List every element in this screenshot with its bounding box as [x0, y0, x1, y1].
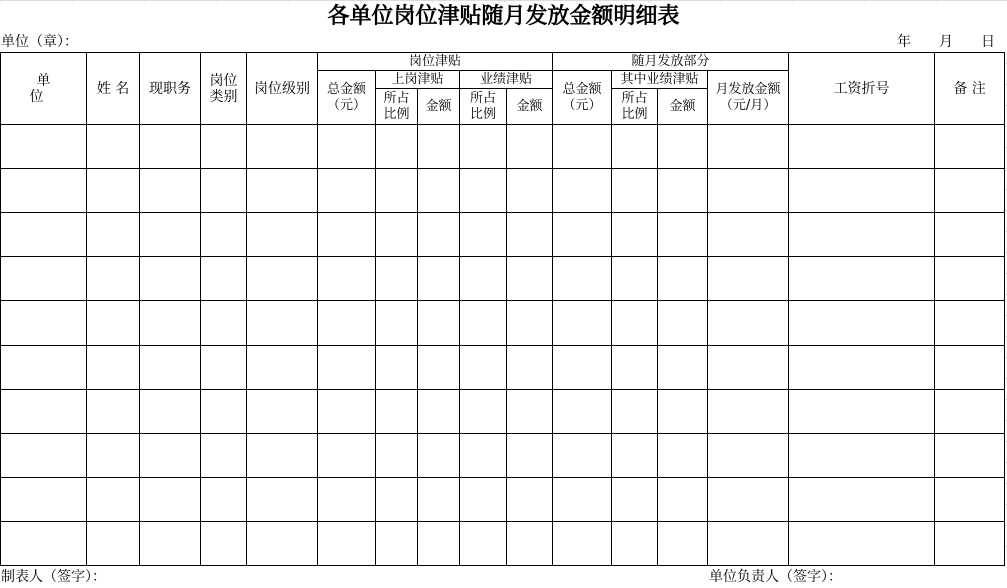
- table-cell[interactable]: [460, 521, 507, 565]
- table-cell[interactable]: [201, 213, 247, 257]
- monthly-total-line1: 总金额: [562, 81, 602, 97]
- header-monthly-part: 随月发放部分: [553, 53, 789, 71]
- header-current-post: 现职务: [140, 53, 201, 125]
- table-cell[interactable]: [418, 477, 460, 521]
- table-cell[interactable]: [507, 521, 553, 565]
- table-cell[interactable]: [376, 389, 418, 433]
- table-cell[interactable]: [376, 345, 418, 389]
- table-cell[interactable]: [460, 433, 507, 477]
- table-cell[interactable]: [140, 125, 201, 169]
- table-cell[interactable]: [247, 433, 318, 477]
- table-cell[interactable]: [418, 301, 460, 345]
- footer: [0, 566, 1007, 588]
- unit-stamp-label: 单位（章）：: [1, 34, 78, 50]
- unit-line: [0, 32, 1007, 52]
- table-cell[interactable]: [318, 125, 376, 169]
- post-type-line1: 岗位: [209, 72, 238, 89]
- table-cell[interactable]: [612, 477, 658, 521]
- table-cell[interactable]: [553, 521, 612, 565]
- table-cell[interactable]: [247, 389, 318, 433]
- header-post-allowance: 岗位津贴: [318, 53, 553, 71]
- table-row: [1, 477, 1005, 521]
- table-cell[interactable]: [201, 345, 247, 389]
- table-cell[interactable]: [247, 257, 318, 301]
- table-cell[interactable]: [612, 389, 658, 433]
- table-cell[interactable]: [789, 521, 935, 565]
- table-cell[interactable]: [1, 389, 87, 433]
- total-amount-line2: （元）: [326, 97, 366, 113]
- table-cell[interactable]: [708, 213, 789, 257]
- table-row: [1, 433, 1005, 477]
- table-cell[interactable]: [140, 521, 201, 565]
- table-cell[interactable]: [87, 257, 140, 301]
- table-cell[interactable]: [1, 301, 87, 345]
- table-cell[interactable]: [1, 345, 87, 389]
- table-cell[interactable]: [247, 213, 318, 257]
- table-cell[interactable]: [460, 169, 507, 213]
- table-cell[interactable]: [507, 169, 553, 213]
- table-cell[interactable]: [418, 433, 460, 477]
- table-cell[interactable]: [935, 521, 1005, 565]
- table-cell[interactable]: [87, 213, 140, 257]
- table-cell[interactable]: [708, 169, 789, 213]
- table-cell[interactable]: [553, 301, 612, 345]
- table-cell[interactable]: [789, 389, 935, 433]
- table-cell[interactable]: [935, 477, 1005, 521]
- table-cell[interactable]: [318, 169, 376, 213]
- table-cell[interactable]: [507, 213, 553, 257]
- table-cell[interactable]: [140, 433, 201, 477]
- table-cell[interactable]: [553, 169, 612, 213]
- table-cell[interactable]: [612, 301, 658, 345]
- header-performance-allowance: 业绩津贴: [460, 71, 553, 89]
- table-cell[interactable]: [376, 257, 418, 301]
- table-cell[interactable]: [140, 213, 201, 257]
- table-cell[interactable]: [658, 433, 708, 477]
- table-cell[interactable]: [247, 477, 318, 521]
- table-cell[interactable]: [460, 301, 507, 345]
- ratio-line1: 所占: [621, 90, 648, 106]
- table-cell[interactable]: [318, 345, 376, 389]
- table-cell[interactable]: [87, 433, 140, 477]
- table-cell[interactable]: [247, 301, 318, 345]
- table-cell[interactable]: [553, 433, 612, 477]
- table-cell[interactable]: [87, 389, 140, 433]
- table-cell[interactable]: [789, 301, 935, 345]
- table-cell[interactable]: [201, 521, 247, 565]
- table-cell[interactable]: [1, 433, 87, 477]
- table-cell[interactable]: [247, 125, 318, 169]
- header-name: 姓 名: [87, 53, 140, 125]
- table-cell[interactable]: [376, 169, 418, 213]
- table-cell[interactable]: [140, 345, 201, 389]
- table-cell[interactable]: [708, 257, 789, 301]
- table-cell[interactable]: [460, 213, 507, 257]
- table-cell[interactable]: [87, 345, 140, 389]
- table-cell[interactable]: [87, 301, 140, 345]
- table-cell[interactable]: [507, 301, 553, 345]
- monthly-amount-line2: （元/月）: [719, 97, 777, 113]
- table-cell[interactable]: [140, 169, 201, 213]
- table-cell[interactable]: [460, 477, 507, 521]
- table-cell[interactable]: [708, 477, 789, 521]
- header-of-which-performance: 其中业绩津贴: [612, 71, 708, 89]
- table-cell[interactable]: [376, 521, 418, 565]
- header-onduty-allowance: 上岗津贴: [376, 71, 460, 89]
- table-cell[interactable]: [708, 125, 789, 169]
- table-cell[interactable]: [658, 125, 708, 169]
- table-cell[interactable]: [140, 389, 201, 433]
- table-cell[interactable]: [247, 521, 318, 565]
- day-label: 日: [981, 34, 995, 50]
- table-cell[interactable]: [708, 433, 789, 477]
- ratio-line2: 比例: [383, 106, 410, 122]
- detail-table: [0, 52, 1005, 566]
- table-row: [1, 257, 1005, 301]
- table-cell[interactable]: [376, 125, 418, 169]
- header-post-level: 岗位级别: [247, 53, 318, 125]
- table-cell[interactable]: [658, 213, 708, 257]
- table-cell[interactable]: [612, 169, 658, 213]
- table-cell[interactable]: [1, 125, 87, 169]
- table-cell[interactable]: [376, 477, 418, 521]
- table-cell[interactable]: [1, 213, 87, 257]
- table-cell[interactable]: [376, 213, 418, 257]
- table-cell[interactable]: [612, 521, 658, 565]
- table-cell[interactable]: [708, 301, 789, 345]
- year-label: 年: [897, 34, 911, 50]
- table-cell[interactable]: [789, 433, 935, 477]
- table-cell[interactable]: [658, 389, 708, 433]
- table-cell[interactable]: [140, 301, 201, 345]
- table-cell[interactable]: [201, 301, 247, 345]
- header-remarks: 备 注: [935, 53, 1005, 125]
- table-cell[interactable]: [507, 477, 553, 521]
- table-cell[interactable]: [789, 477, 935, 521]
- table-row: [1, 521, 1005, 565]
- table-cell[interactable]: [87, 125, 140, 169]
- table-cell[interactable]: [201, 257, 247, 301]
- table-cell[interactable]: [935, 301, 1005, 345]
- table-row: [1, 345, 1005, 389]
- table-cell[interactable]: [935, 125, 1005, 169]
- table-cell[interactable]: [708, 345, 789, 389]
- table-cell[interactable]: [418, 389, 460, 433]
- table-cell[interactable]: [201, 125, 247, 169]
- header-unit: 单 位: [1, 53, 87, 125]
- table-cell[interactable]: [507, 345, 553, 389]
- data-rows: [1, 125, 1005, 566]
- date-field: [897, 32, 1007, 52]
- header-performance-ratio: [460, 89, 507, 125]
- table-row: [1, 169, 1005, 213]
- header-post-type: [201, 53, 247, 125]
- table-cell[interactable]: [935, 345, 1005, 389]
- table-cell[interactable]: [507, 389, 553, 433]
- table-cell[interactable]: [201, 477, 247, 521]
- table-cell[interactable]: [318, 433, 376, 477]
- table-cell[interactable]: [318, 257, 376, 301]
- table-cell[interactable]: [935, 389, 1005, 433]
- table-cell[interactable]: [318, 213, 376, 257]
- post-type-line2: 类别: [209, 88, 238, 105]
- ratio-line1: 所占: [383, 90, 410, 106]
- ratio-line2: 比例: [469, 106, 496, 122]
- table-cell[interactable]: [553, 213, 612, 257]
- table-cell[interactable]: [789, 213, 935, 257]
- preparer-signature-label: 制表人（签字）：: [1, 569, 106, 585]
- table-cell[interactable]: [553, 345, 612, 389]
- table-cell[interactable]: [553, 257, 612, 301]
- table-cell[interactable]: [658, 301, 708, 345]
- table-cell[interactable]: [507, 257, 553, 301]
- month-label: 月: [939, 34, 953, 50]
- table-cell[interactable]: [935, 213, 1005, 257]
- table-cell[interactable]: [460, 257, 507, 301]
- table-cell[interactable]: [418, 213, 460, 257]
- table-cell[interactable]: [1, 477, 87, 521]
- table-cell[interactable]: [708, 521, 789, 565]
- table-row: [1, 213, 1005, 257]
- table-cell[interactable]: [140, 257, 201, 301]
- table-cell[interactable]: [658, 521, 708, 565]
- monthly-total-line2: （元）: [562, 97, 602, 113]
- table-row: [1, 301, 1005, 345]
- table-cell[interactable]: [418, 521, 460, 565]
- table-cell[interactable]: [418, 345, 460, 389]
- table-cell[interactable]: [87, 169, 140, 213]
- header-monthly-total: [553, 71, 612, 125]
- table-cell[interactable]: [418, 257, 460, 301]
- table-cell[interactable]: [1, 169, 87, 213]
- table-cell[interactable]: [658, 169, 708, 213]
- table-cell[interactable]: [658, 477, 708, 521]
- table-cell[interactable]: [140, 477, 201, 521]
- ratio-line2: 比例: [621, 106, 648, 122]
- table-cell[interactable]: [1, 257, 87, 301]
- table-cell[interactable]: [87, 521, 140, 565]
- table-cell[interactable]: [247, 169, 318, 213]
- table-cell[interactable]: [460, 125, 507, 169]
- header-total-amount: [318, 71, 376, 125]
- table-cell[interactable]: [318, 301, 376, 345]
- ratio-line1: 所占: [469, 90, 496, 106]
- table-row: [1, 125, 1005, 169]
- table-cell[interactable]: [612, 125, 658, 169]
- table-row: [1, 389, 1005, 433]
- table-cell[interactable]: [612, 433, 658, 477]
- header-of-which-amount: 金额: [658, 89, 708, 125]
- table-cell[interactable]: [376, 301, 418, 345]
- unit-head-signature-label: 单位负责人（签字）：: [709, 569, 842, 585]
- table-cell[interactable]: [418, 125, 460, 169]
- header-onduty-amount: 金额: [418, 89, 460, 125]
- table-cell[interactable]: [418, 169, 460, 213]
- table-cell[interactable]: [612, 213, 658, 257]
- table-cell[interactable]: [507, 433, 553, 477]
- table-cell[interactable]: [247, 345, 318, 389]
- table-cell[interactable]: [553, 125, 612, 169]
- table-cell[interactable]: [612, 345, 658, 389]
- table-cell[interactable]: [376, 433, 418, 477]
- table-cell[interactable]: [318, 521, 376, 565]
- table-cell[interactable]: [318, 389, 376, 433]
- table-cell[interactable]: [553, 389, 612, 433]
- monthly-amount-line1: 月发放金额: [715, 81, 781, 97]
- total-amount-line1: 总金额: [326, 81, 366, 97]
- header-performance-amount: 金额: [507, 89, 553, 125]
- table-cell[interactable]: [460, 389, 507, 433]
- header-onduty-ratio: [376, 89, 418, 125]
- table-cell[interactable]: [658, 257, 708, 301]
- table-cell[interactable]: [201, 389, 247, 433]
- table-cell[interactable]: [1, 521, 87, 565]
- table-cell[interactable]: [507, 125, 553, 169]
- table-cell[interactable]: [789, 345, 935, 389]
- table-cell[interactable]: [612, 257, 658, 301]
- table-cell[interactable]: [935, 433, 1005, 477]
- table-cell[interactable]: [318, 477, 376, 521]
- table-cell[interactable]: [789, 257, 935, 301]
- table-cell[interactable]: [658, 345, 708, 389]
- table-cell[interactable]: [460, 345, 507, 389]
- page-title: 各单位岗位津贴随月发放金额明细表: [0, 2, 1007, 32]
- table-cell[interactable]: [789, 169, 935, 213]
- header-monthly-amount: [708, 71, 789, 125]
- table-cell[interactable]: [708, 389, 789, 433]
- table-cell[interactable]: [201, 433, 247, 477]
- table-cell[interactable]: [935, 257, 1005, 301]
- header-payroll-account: 工资折号: [789, 53, 935, 125]
- table-cell[interactable]: [87, 477, 140, 521]
- table-cell[interactable]: [789, 125, 935, 169]
- table-cell[interactable]: [553, 477, 612, 521]
- table-cell[interactable]: [935, 169, 1005, 213]
- table-cell[interactable]: [201, 169, 247, 213]
- header-of-which-ratio: [612, 89, 658, 125]
